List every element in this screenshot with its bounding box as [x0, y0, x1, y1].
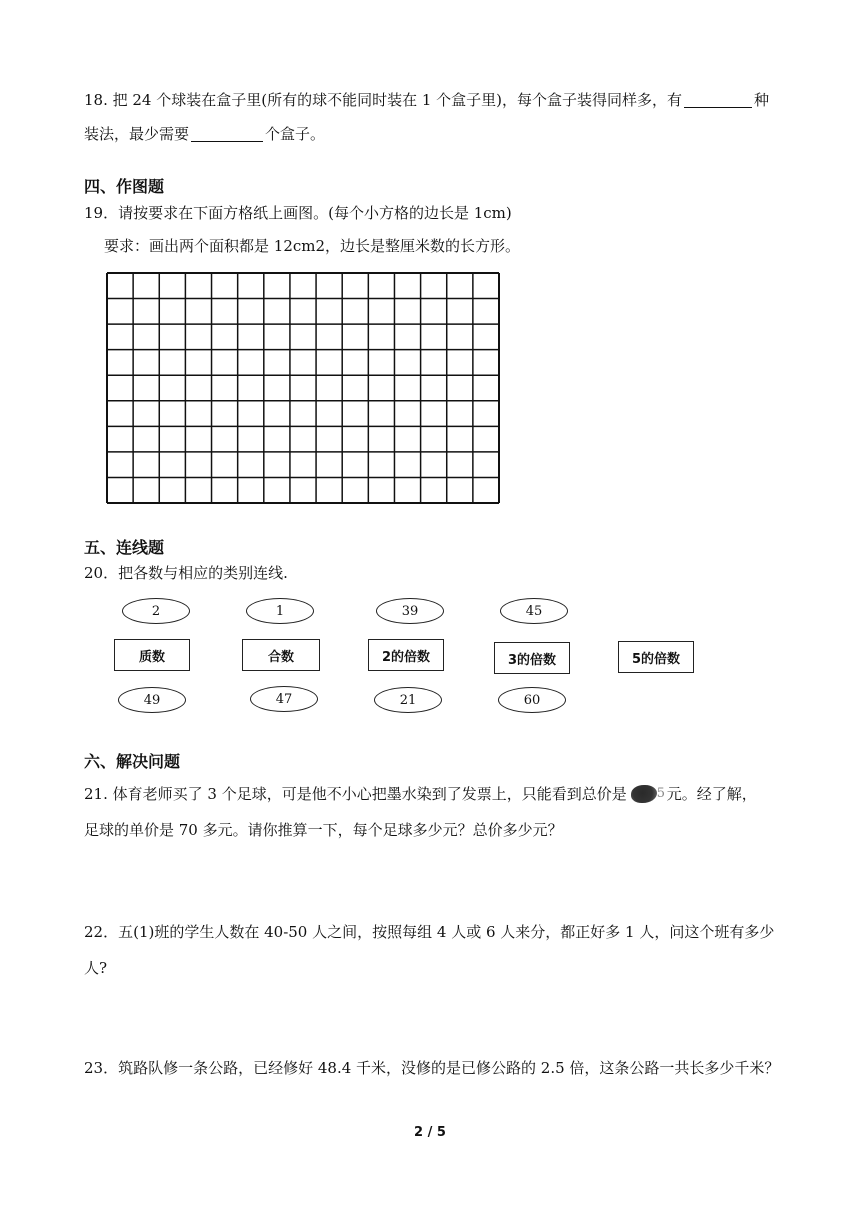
category-multiple-of-2[interactable]: 2的倍数 [368, 639, 444, 671]
question-21-line-2: 足球的单价是 70 多元。请你推算一下，每个足球多少元？总价多少元？ [84, 821, 563, 839]
number-oval-2[interactable]: 2 [122, 598, 190, 624]
question-22-line-1: 22．五(1)班的学生人数在 40-50 人之间，按照每组 4 人或 6 人来分，都正好多 1 人，问这个班有多少 [84, 923, 775, 941]
number-oval-45[interactable]: 45 [500, 598, 568, 624]
category-multiple-of-3[interactable]: 3的倍数 [494, 642, 570, 674]
answer-blank[interactable] [191, 125, 263, 142]
number-oval-60[interactable]: 60 [498, 687, 566, 713]
square-grid-paper[interactable] [106, 272, 500, 504]
question-23-line-1: 23．筑路队修一条公路，已经修好 48.4 千米，没修的是已修公路的 2.5 倍，这条公路一共长多少千米？ [84, 1059, 780, 1077]
ink-visible-digit: 5 [656, 786, 665, 801]
section-title-problems: 六、解决问题 [84, 752, 181, 771]
question-21-line-1 [84, 783, 757, 805]
number-oval-1[interactable]: 1 [246, 598, 314, 624]
question-20-text: 20．把各数与相应的类别连线. [84, 564, 288, 582]
ink-stain-image [627, 783, 667, 805]
question-21-text-b: 元。经了解， [666, 785, 757, 803]
number-oval-39[interactable]: 39 [376, 598, 444, 624]
answer-blank[interactable] [684, 91, 752, 108]
category-composite[interactable]: 合数 [242, 639, 320, 671]
question-18-line-1 [84, 90, 769, 110]
number-oval-21[interactable]: 21 [374, 687, 442, 713]
question-18-text-d: 个盒子。 [265, 125, 326, 143]
question-19-text: 19．请按要求在下面方格纸上画图。(每个小方格的边长是 1cm) [84, 204, 512, 222]
question-21-text-a: 21. 体育老师买了 3 个足球，可是他不小心把墨水染到了发票上，只能看到总价是 [84, 785, 627, 803]
question-18-text-c: 装法，最少需要 [84, 125, 190, 143]
question-22-line-2: 人? [84, 959, 108, 977]
section-title-matching: 五、连线题 [84, 538, 165, 557]
question-18-text-b: 种 [754, 91, 770, 109]
question-18-text-a: 18. 把 24 个球装在盒子里(所有的球不能同时装在 1 个盒子里)，每个盒子装得同样多，有 [84, 91, 683, 109]
number-oval-47[interactable]: 47 [250, 686, 318, 712]
question-18-line-2 [84, 124, 325, 144]
category-multiple-of-5[interactable]: 5的倍数 [618, 641, 694, 673]
category-prime[interactable]: 质数 [114, 639, 190, 671]
number-oval-49[interactable]: 49 [118, 687, 186, 713]
section-title-drawing: 四、作图题 [84, 177, 165, 196]
ink-blob [631, 785, 657, 803]
question-19-requirement: 要求：画出两个面积都是 12cm2，边长是整厘米数的长方形。 [104, 237, 521, 255]
page-number: 2 / 5 [414, 1125, 446, 1140]
